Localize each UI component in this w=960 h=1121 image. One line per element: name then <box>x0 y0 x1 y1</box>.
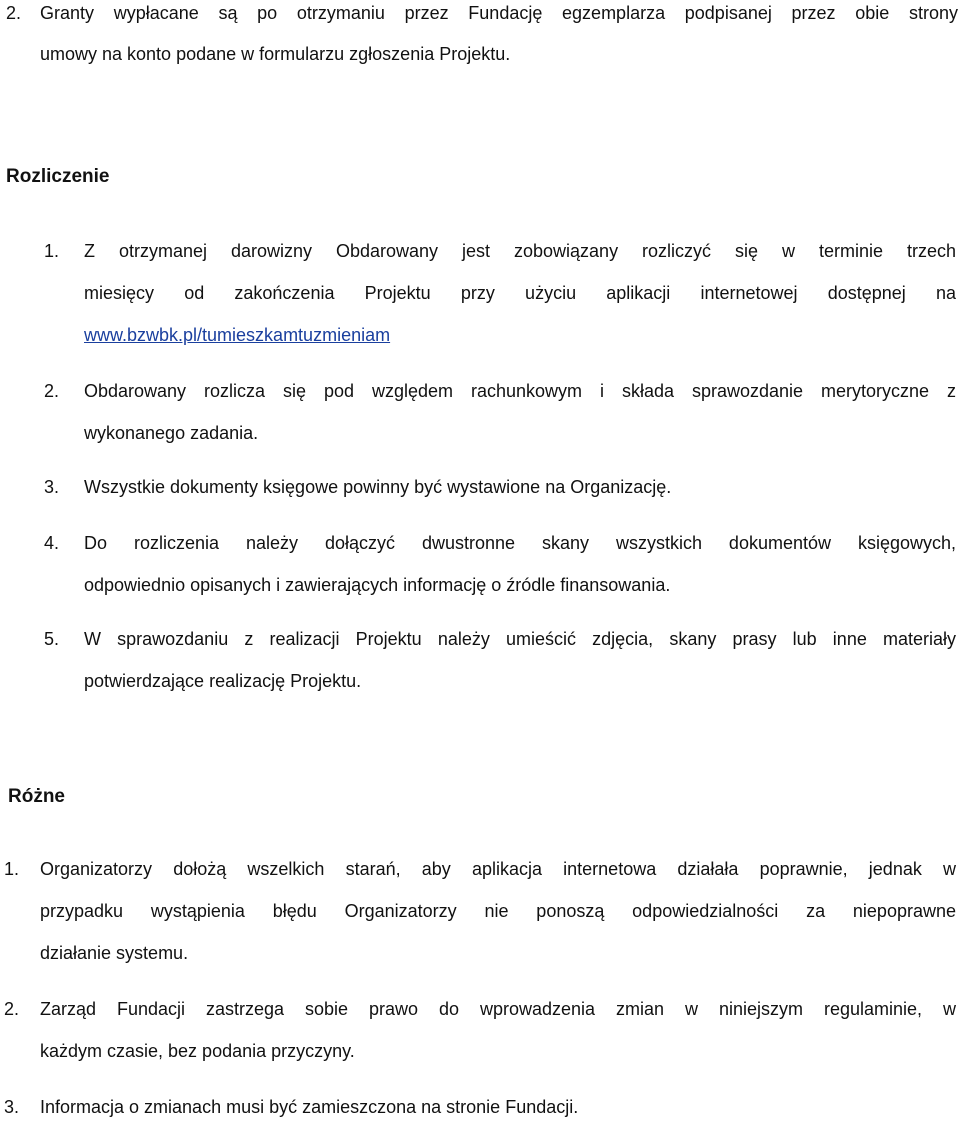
list-item <box>0 998 956 1062</box>
list-text-line: Granty wypłacane są po otrzymaniu przez Fundację egzemplarza podpisanej przez obie strony <box>40 3 958 23</box>
list-number: 1. <box>4 859 20 879</box>
list-text-line: umowy na konto podane w formularzu zgłoszenia Projektu. <box>40 44 511 64</box>
list-item <box>0 628 956 692</box>
list-item <box>0 240 956 346</box>
section-heading-rozliczenie: Rozliczenie <box>6 166 110 187</box>
list-text-line: odpowiednio opisanych i zawierających informację o źródle finansowania. <box>84 575 671 595</box>
list-text-line: miesięcy od zakończenia Projektu przy użyciu aplikacji internetowej dostępnej na <box>84 283 956 303</box>
list-item <box>0 532 956 596</box>
list-text-line: W sprawozdaniu z realizacji Projektu należy umieścić zdjęcia, skany prasy lub inne materiały <box>84 629 956 649</box>
list-text-line: wykonanego zadania. <box>84 423 259 443</box>
list-item-grants-payment <box>0 2 958 65</box>
list-text-line: przypadku wystąpienia błędu Organizatorzy nie ponoszą odpowiedzialności za niepoprawne <box>40 901 956 921</box>
list-item <box>0 380 956 444</box>
bzwbk-link[interactable]: www.bzwbk.pl/tumieszkamtuzmieniam <box>84 325 391 345</box>
list-text-line: Obdarowany rozlicza się pod względem rachunkowym i składa sprawozdanie merytoryczne z <box>84 381 956 401</box>
list-text-line: każdym czasie, bez podania przyczyny. <box>40 1041 355 1061</box>
list-text-line: Organizatorzy dołożą wszelkich starań, aby aplikacja internetowa działała poprawnie, jednak w <box>40 859 956 879</box>
list-text-line: Do rozliczenia należy dołączyć dwustronne skany wszystkich dokumentów księgowych, <box>84 533 956 553</box>
list-number: 1. <box>44 241 60 261</box>
list-text-line: Z otrzymanej darowizny Obdarowany jest zobowiązany rozliczyć się w terminie trzech <box>84 241 956 261</box>
list-number: 5. <box>44 629 60 649</box>
section-heading-rozne: Różne <box>8 786 65 807</box>
list-number: 2. <box>6 3 22 23</box>
list-number: 2. <box>44 381 60 401</box>
list-number: 3. <box>44 477 60 497</box>
list-item <box>0 1096 956 1118</box>
list-text-line: Zarząd Fundacji zastrzega sobie prawo do wprowadzenia zmian w niniejszym regulaminie, w <box>40 999 956 1019</box>
list-item <box>0 858 956 964</box>
list-text-line: działanie systemu. <box>40 943 189 963</box>
list-number: 4. <box>44 533 60 553</box>
list-number: 2. <box>4 999 20 1019</box>
list-item <box>0 476 956 498</box>
list-number: 3. <box>4 1097 20 1117</box>
list-text-line: Wszystkie dokumenty księgowe powinny być wystawione na Organizację. <box>84 477 672 497</box>
list-text-line: Informacja o zmianach musi być zamieszczona na stronie Fundacji. <box>40 1097 579 1117</box>
list-text-line: potwierdzające realizację Projektu. <box>84 671 362 691</box>
